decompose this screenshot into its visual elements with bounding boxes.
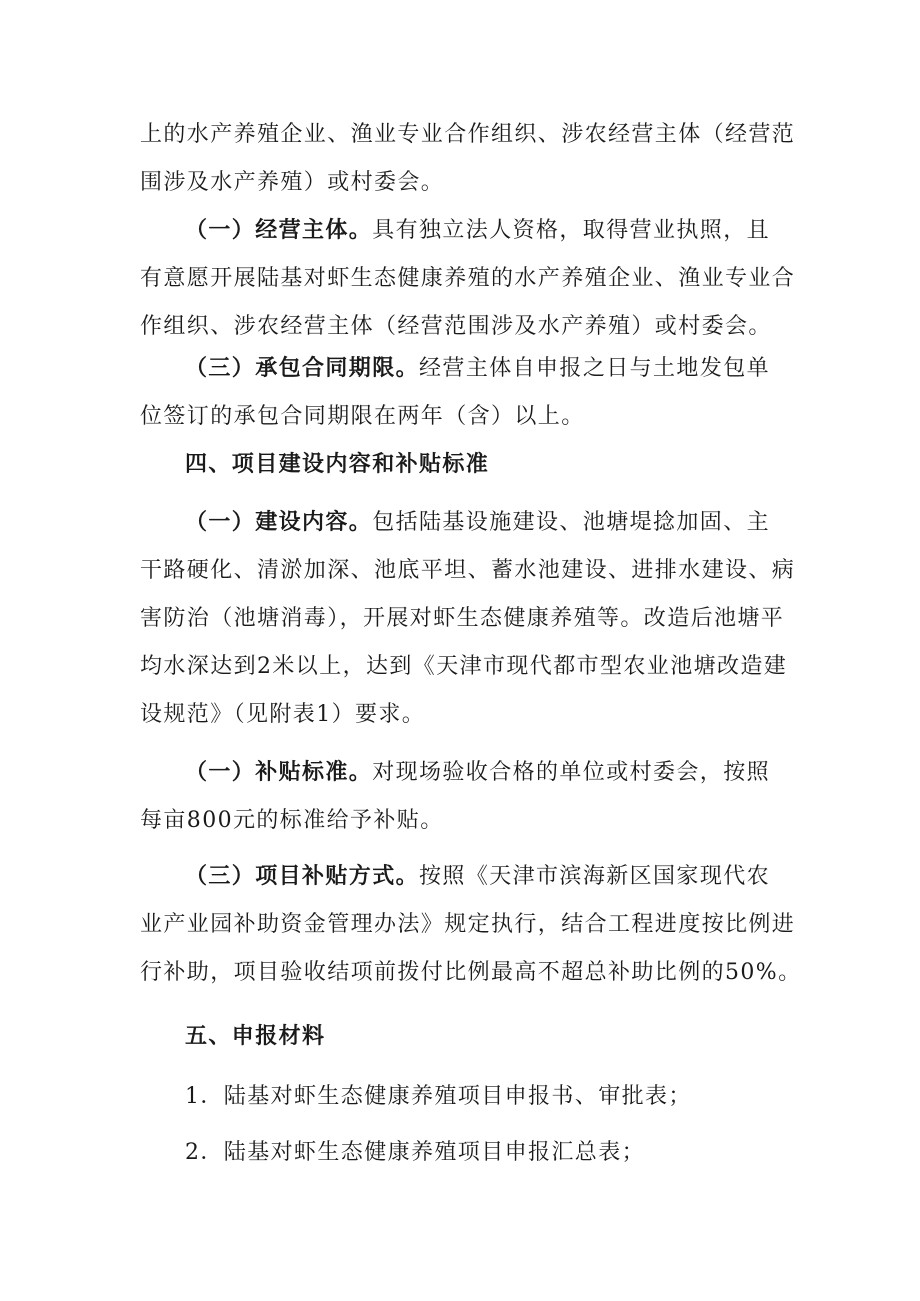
paragraph-line: 有意愿开展陆基对虾生态健康养殖的水产养殖企业、渔业专业合 bbox=[140, 266, 796, 291]
paragraph-line: 上的水产养殖企业、渔业专业合作组织、涉农经营主体（经营范 bbox=[140, 122, 796, 147]
section-heading: （三）承包合同期限。 bbox=[185, 356, 420, 381]
section-heading: （一）补贴标准。 bbox=[185, 760, 373, 785]
paragraph-line: 每亩800元的标准给予补贴。 bbox=[140, 808, 444, 833]
paragraph-line: 害防治（池塘消毒），开展对虾生态健康养殖等。改造后池塘平 bbox=[140, 606, 785, 631]
paragraph-text: 具有独立法人资格，取得营业执照，且 bbox=[372, 218, 771, 243]
chapter-heading: 五、申报材料 bbox=[185, 1024, 326, 1049]
paragraph-line: 设规范》（见附表1）要求。 bbox=[140, 702, 426, 727]
paragraph-line: 围涉及水产养殖）或村委会。 bbox=[140, 170, 445, 195]
paragraph-text: 经营主体自申报之日与土地发包单 bbox=[419, 356, 771, 381]
list-item: 2．陆基对虾生态健康养殖项目申报汇总表； bbox=[185, 1140, 645, 1165]
paragraph-line: 作组织、涉农经营主体（经营范围涉及水产养殖）或村委会。 bbox=[140, 314, 772, 339]
paragraph-line: 干路硬化、清淤加深、池底平坦、蓄水池建设、进排水建设、病 bbox=[140, 558, 796, 583]
paragraph-line: 位签订的承包合同期限在两年（含）以上。 bbox=[140, 404, 585, 429]
paragraph-line bbox=[185, 216, 770, 246]
paragraph-text: 按照《天津市滨海新区国家现代农 bbox=[419, 864, 771, 889]
paragraph-line bbox=[185, 862, 770, 892]
paragraph-line bbox=[185, 354, 770, 384]
paragraph-line bbox=[185, 508, 770, 538]
paragraph-line: 业产业园补助资金管理办法》规定执行，结合工程进度按比例进 bbox=[140, 912, 796, 937]
paragraph-line: 均水深达到2米以上，达到《天津市现代都市型农业池塘改造建 bbox=[140, 654, 788, 679]
chapter-heading: 四、项目建设内容和补贴标准 bbox=[185, 452, 490, 477]
paragraph-line: 行补助，项目验收结项前拨付比例最高不超总补助比例的50%。 bbox=[140, 960, 802, 985]
paragraph-line bbox=[185, 758, 770, 788]
list-item: 1．陆基对虾生态健康养殖项目申报书、审批表； bbox=[185, 1084, 692, 1109]
section-heading: （一）建设内容。 bbox=[185, 510, 373, 535]
section-heading: （三）项目补贴方式。 bbox=[185, 864, 420, 889]
section-heading: （一）经营主体。 bbox=[185, 218, 373, 243]
paragraph-text: 包括陆基设施建设、池塘堤捻加固、主 bbox=[372, 510, 771, 535]
paragraph-text: 对现场验收合格的单位或村委会，按照 bbox=[372, 760, 771, 785]
